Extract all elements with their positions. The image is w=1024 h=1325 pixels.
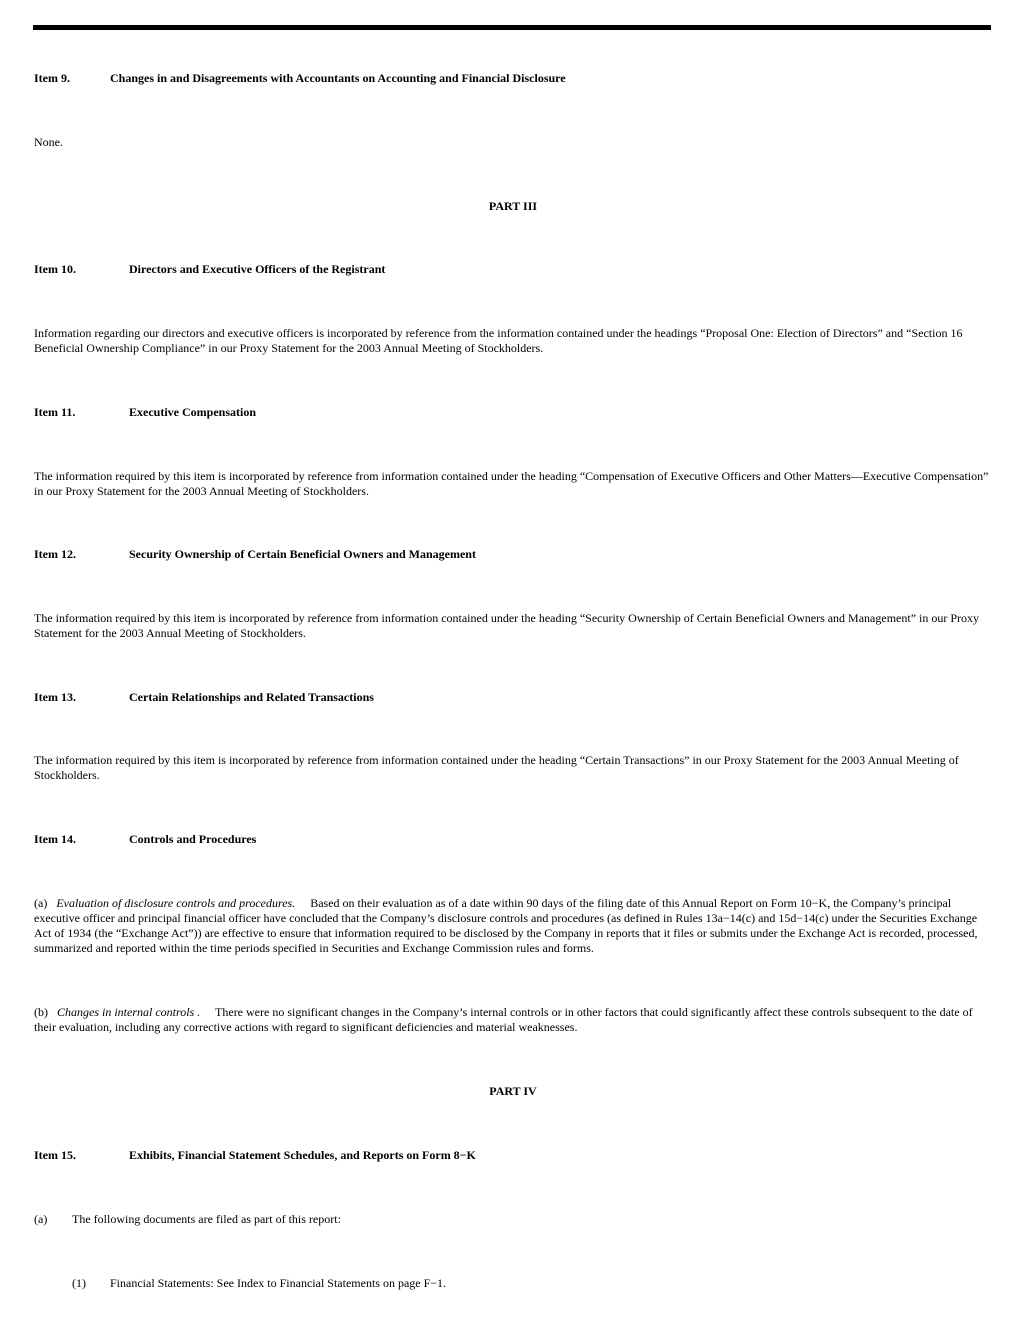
list-marker: (a) [34, 1212, 48, 1226]
item-number: Item 9. [34, 71, 70, 85]
item-13-body: The information required by this item is incorporated by reference from information contained under the heading “Certain Transactions” in our Proxy Statement for the 2003 Annual Meeting of Stockholders. [34, 753, 959, 782]
item-number: Item 12. [34, 547, 76, 561]
item-11-heading [34, 405, 992, 420]
item-12-heading [34, 547, 992, 562]
item-title: Exhibits, Financial Statement Schedules, and Reports on Form 8−K [129, 1148, 476, 1162]
item-number: Item 13. [34, 690, 76, 704]
item-title: Certain Relationships and Related Transactions [129, 690, 374, 704]
item-12-body: The information required by this item is incorporated by reference from information contained under the heading “Security Ownership of Certain Beneficial Owners and Management” in our Proxy Statement for the 2003 Annual Meeting of Stockholders. [34, 611, 980, 640]
item-number: Item 14. [34, 832, 76, 846]
list-text: The following documents are filed as part of this report: [72, 1212, 341, 1226]
list-text: Financial Statements: See Index to Financial Statements on page F−1. [110, 1276, 447, 1290]
item-number: Item 15. [34, 1148, 76, 1162]
item-15-heading [34, 1148, 992, 1163]
item-title: Controls and Procedures [129, 832, 257, 846]
part-iii-heading: PART III [488, 199, 538, 213]
item-15-a-1 [34, 1276, 992, 1291]
item-15-a [34, 1212, 992, 1227]
part-iv-heading: PART IV [489, 1084, 537, 1098]
item-9-body: None. [34, 135, 63, 149]
item-13-heading [34, 690, 992, 705]
item-9-heading [34, 71, 992, 86]
item-14-heading [34, 832, 992, 847]
item-14-a-paragraph [34, 896, 992, 956]
item-title: Security Ownership of Certain Beneficial Owners and Management [129, 547, 476, 561]
header-rule [33, 25, 991, 30]
item-number: Item 11. [34, 405, 76, 419]
item-title: Changes in and Disagreements with Accountants on Accounting and Financial Disclosure [110, 71, 566, 85]
item-14-b-paragraph [34, 1005, 992, 1035]
item-title: Executive Compensation [129, 405, 256, 419]
item-10-heading [34, 262, 992, 277]
paragraph-text: Based on their evaluation as of a date within 90 days of the filing date of this Annual Report on Form 10−K, the Company’s principal executive officer and principal financial officer have concluded that the Company’s disclosure controls and procedures (as defined in Rules 13a−14(c) and 15d−14(c) under the Securities Exchange Act of 1934 (the “Exchange Act”)) are effective to ensure that information required to be disclosed by the Company in reports that it files or submits under the Exchange Act is recorded, processed, summarized and reported within the time periods specified in Securities and Exchange Commission rules and forms. [34, 896, 978, 955]
paragraph-heading: Evaluation of disclosure controls and procedures. [56, 896, 296, 910]
item-11-body: The information required by this item is incorporated by reference from information contained under the heading “Compensation of Executive Officers and Other Matters—Executive Compensation” in our Proxy Statement for the 2003 Annual Meeting of Stockholders. [34, 469, 989, 498]
paragraph-heading: Changes in internal controls . [57, 1005, 201, 1019]
paragraph-text: There were no significant changes in the Company’s internal controls or in other factors that could significantly affect these controls subsequent to the date of their evaluation, including any corrective actions with regard to significant deficiencies and material weaknesses. [34, 1005, 973, 1034]
paragraph-marker: (a) [34, 896, 48, 910]
item-title: Directors and Executive Officers of the Registrant [129, 262, 386, 276]
item-10-body: Information regarding our directors and executive officers is incorporated by reference from the information contained under the headings “Proposal One: Election of Directors” and “Section 16 Beneficial Ownership Compliance” in our Proxy Statement for the 2003 Annual Meeting of Stockholders. [34, 326, 963, 355]
item-number: Item 10. [34, 262, 76, 276]
list-marker: (1) [72, 1276, 86, 1290]
paragraph-marker: (b) [34, 1005, 48, 1019]
